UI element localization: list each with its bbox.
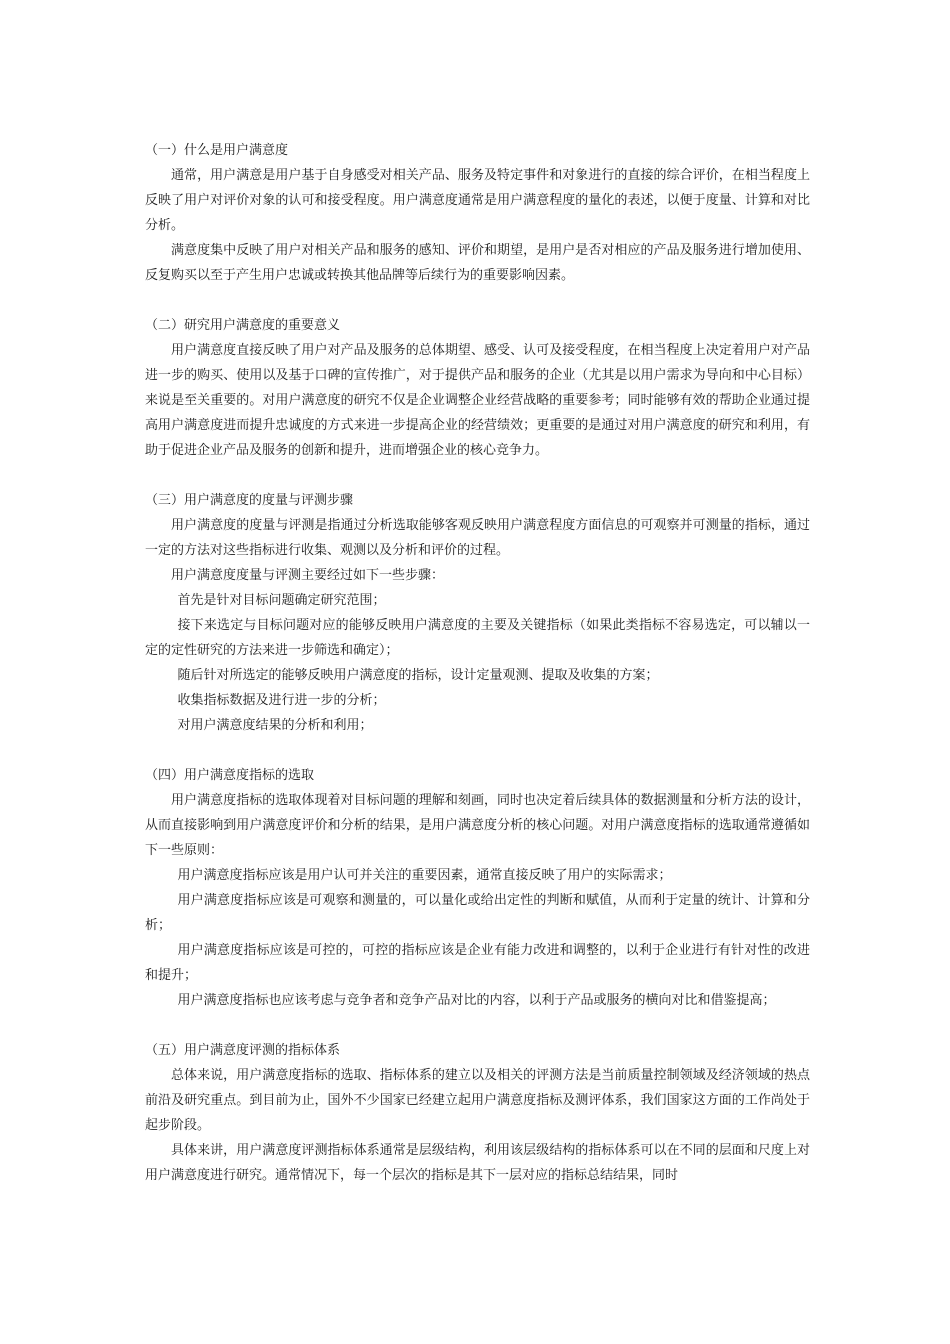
section-spacer [145, 1013, 810, 1038]
principle-item: 用户满意度指标也应该考虑与竞争者和竞争产品对比的内容，以利于产品或服务的横向对比和借鉴提高； [177, 993, 776, 1008]
step-item: 接下来选定与目标问题对应的能够反映用户满意度的主要及关键指标（如果此类指标不容易选定，可以辅以一定的定性研究的方法来进一步筛选和确定）； [145, 618, 810, 658]
principle-item: 用户满意度指标应该是用户认可并关注的重要因素，通常直接反映了用户的实际需求； [177, 868, 672, 883]
section-heading: （二）研究用户满意度的重要意义 [145, 318, 341, 333]
section-heading: （四）用户满意度指标的选取 [145, 768, 315, 783]
section-heading: （一）什么是用户满意度 [145, 143, 289, 158]
section-heading: （五）用户满意度评测的指标体系 [145, 1043, 341, 1058]
section-spacer [145, 463, 810, 488]
paragraph: 通常，用户满意是用户基于自身感受对相关产品、服务及特定事件和对象进行的直接的综合评价，在相当程度上反映了用户对评价对象的认可和接受程度。用户满意度通常是用户满意程度的量化的表述，以便于度量、计算和对比分析。 [145, 168, 810, 233]
step-item: 对用户满意度结果的分析和利用； [177, 718, 373, 733]
section-3 [145, 488, 810, 738]
step-item: 随后针对所选定的能够反映用户满意度的指标，设计定量观测、提取及收集的方案； [177, 668, 659, 683]
section-1 [145, 138, 810, 288]
paragraph: 满意度集中反映了用户对相关产品和服务的感知、评价和期望，是用户是否对相应的产品及服务进行增加使用、反复购买以至于产生用户忠诚或转换其他品牌等后续行为的重要影响因素。 [145, 243, 810, 283]
paragraph: 总体来说，用户满意度指标的选取、指标体系的建立以及相关的评测方法是当前质量控制领域及经济领域的热点前沿及研究重点。到目前为止，国外不少国家已经建立起用户满意度指标及测评体系，我们国家这方面的工作尚处于起步阶段。 [145, 1068, 810, 1133]
document-page [145, 138, 810, 1188]
section-5 [145, 1038, 810, 1188]
principle-item: 用户满意度指标应该是可控的，可控的指标应该是企业有能力改进和调整的，以利于企业进行有针对性的改进和提升； [145, 943, 810, 983]
section-heading: （三）用户满意度的度量与评测步骤 [145, 493, 354, 508]
paragraph: 用户满意度指标的选取体现着对目标问题的理解和刻画，同时也决定着后续具体的数据测量和分析方法的设计，从而直接影响到用户满意度评价和分析的结果，是用户满意度分析的核心问题。对用户满意度指标的选取通常遵循如下一些原则： [145, 793, 810, 858]
section-spacer [145, 288, 810, 313]
paragraph: 用户满意度直接反映了用户对产品及服务的总体期望、感受、认可及接受程度，在相当程度上决定着用户对产品进一步的购买、使用以及基于口碑的宣传推广，对于提供产品和服务的企业（尤其是以用户需求为导向和中心目标）来说是至关重要的。对用户满意度的研究不仅是企业调整企业经营战略的重要参考；同时能够有效的帮助企业通过提高用户满意度进而提升忠诚度的方式来进一步提高企业的经营绩效；更重要的是通过对用户满意度的研究和利用，有助于促进企业产品及服务的创新和提升，进而增强企业的核心竞争力。 [145, 343, 810, 458]
paragraph: 具体来讲，用户满意度评测指标体系通常是层级结构，利用该层级结构的指标体系可以在不同的层面和尺度上对用户满意度进行研究。通常情况下，每一个层次的指标是其下一层对应的指标总结结果，同时 [145, 1143, 810, 1183]
paragraph: 用户满意度的度量与评测是指通过分析选取能够客观反映用户满意程度方面信息的可观察并可测量的指标，通过一定的方法对这些指标进行收集、观测以及分析和评价的过程。 [145, 518, 810, 558]
section-spacer [145, 738, 810, 763]
section-2 [145, 313, 810, 463]
step-item: 首先是针对目标问题确定研究范围； [177, 593, 386, 608]
paragraph: 用户满意度度量与评测主要经过如下一些步骤： [171, 568, 445, 583]
principle-item: 用户满意度指标应该是可观察和测量的，可以量化或给出定性的判断和赋值，从而利于定量的统计、计算和分析； [145, 893, 810, 933]
section-4 [145, 763, 810, 1013]
step-item: 收集指标数据及进行进一步的分析； [177, 693, 386, 708]
